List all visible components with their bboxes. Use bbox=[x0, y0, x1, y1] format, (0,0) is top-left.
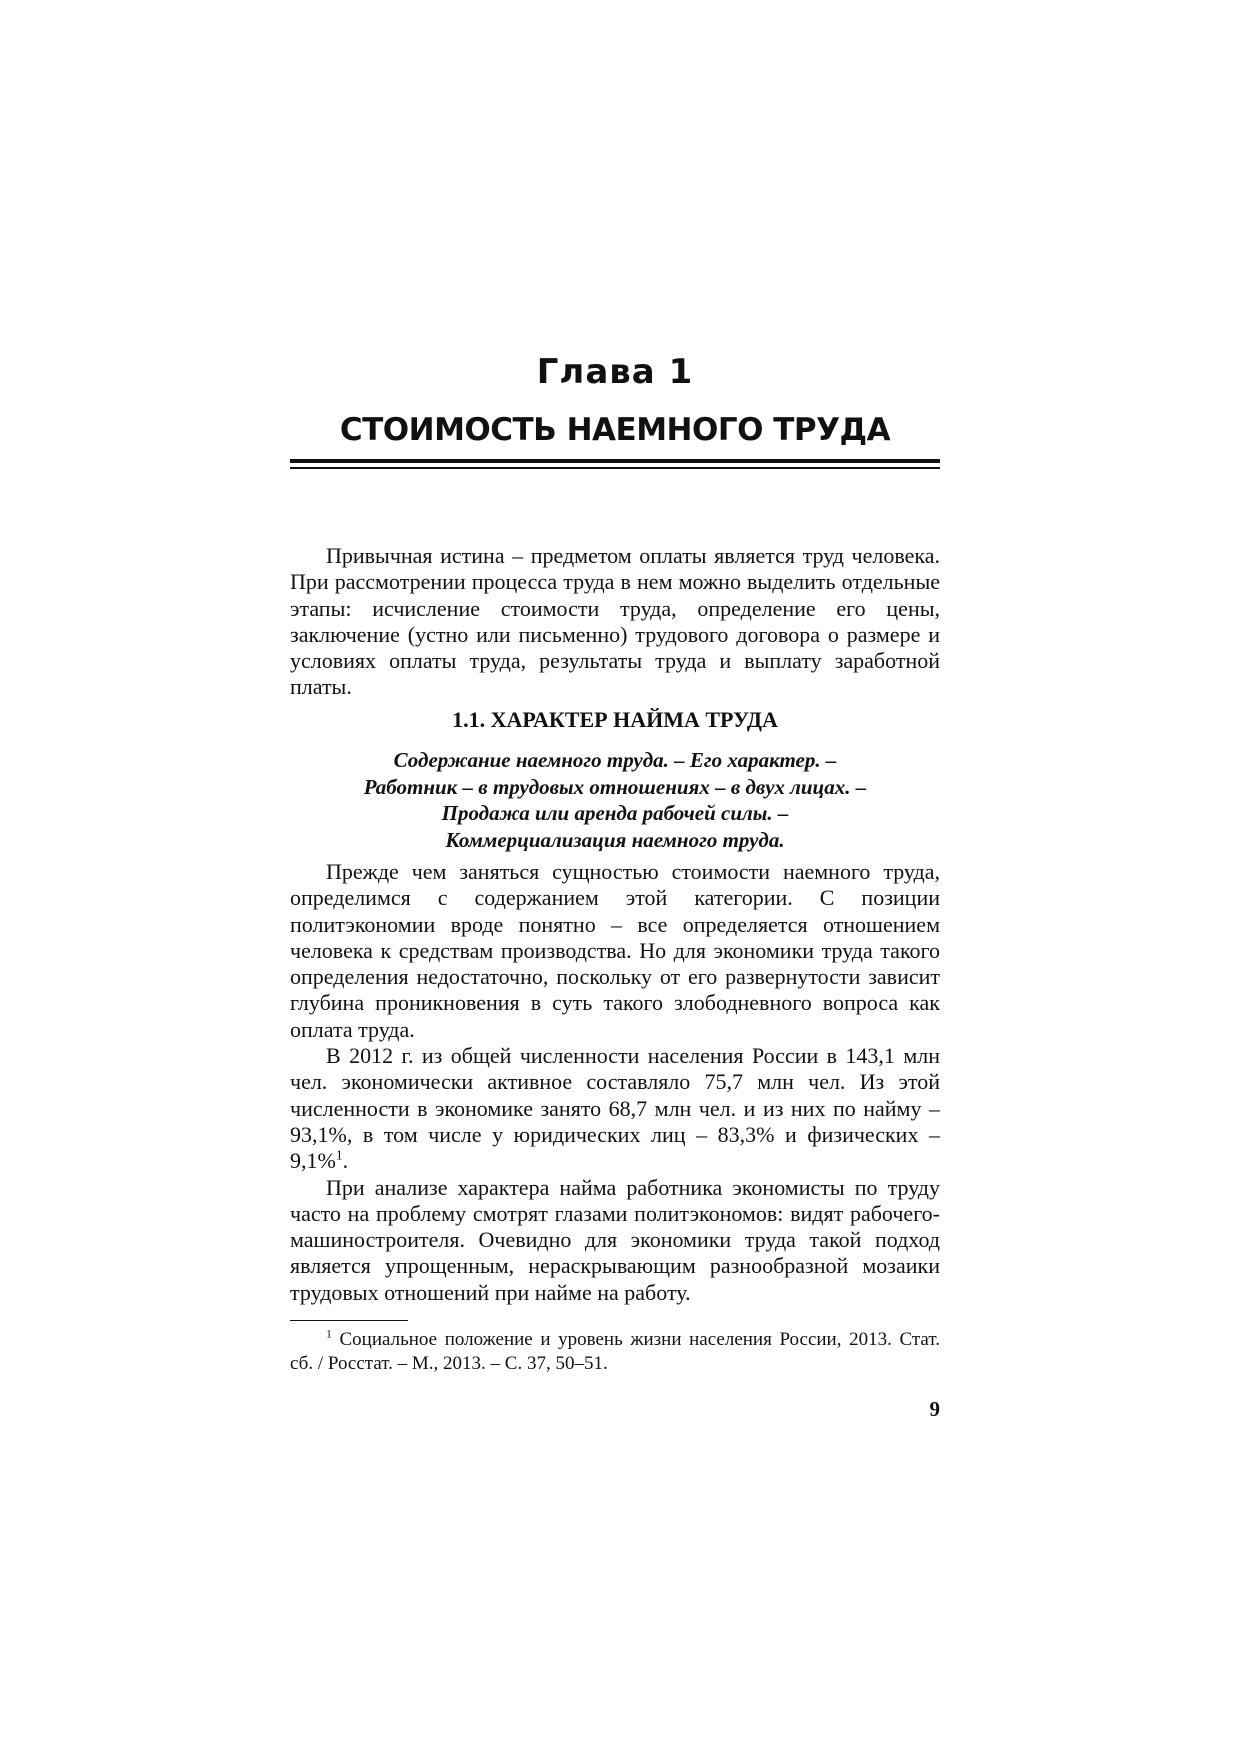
footnote-paragraph bbox=[290, 1328, 940, 1376]
footnote-marker: 1 bbox=[326, 1327, 332, 1341]
footnote-reference[interactable]: 1 bbox=[335, 1147, 343, 1163]
title-rule-thick bbox=[290, 459, 940, 463]
footnote-text: Социальное положение и уровень жизни населения России, 2013. Стат. сб. / Росстат. – М., 2013. – С. 37, 50–51. bbox=[290, 1329, 940, 1374]
body-paragraph-2-text: В 2012 г. из общей численности населения России в 143,1 млн чел. экономически активное составляло 75,7 млн чел. Из этой численности в экономике занято 68,7 млн чел. и из них по найму – 93,1%, в том числе у юридических лиц – 83,3% и физических – 9,1% bbox=[290, 1043, 940, 1174]
chapter-title: СТОИМОСТЬ НАЕМНОГО ТРУДА bbox=[339, 412, 891, 448]
synopsis-line: Работник – в трудовых отношениях – в двух лицах. – bbox=[363, 774, 867, 799]
book-page bbox=[290, 0, 940, 1755]
synopsis-line: Продажа или аренда рабочей силы. – bbox=[441, 801, 789, 825]
synopsis-line: Коммерциализация наемного труда. bbox=[445, 827, 785, 852]
intro-block bbox=[290, 543, 940, 701]
body-paragraph-2 bbox=[290, 1043, 940, 1174]
intro-paragraph: Привычная истина – предметом оплаты является труд человека. При рассмотрении процесса труда в нем можно выделить отдельные этапы: исчисление стоимости труда, определение его цены, заключение (устно или письменно) трудового договора о размере и условиях оплаты труда, результаты труда и выплату заработной платы. bbox=[290, 543, 940, 700]
body-paragraph-2-end: . bbox=[342, 1148, 349, 1174]
page-number: 9 bbox=[929, 1397, 940, 1421]
body-paragraph-1: Прежде чем заняться сущностью стоимости наемного труда, определимся с содержанием этой категории. С позиции политэкономии вроде понятно – все определяется отношением человека к средствам производства. Но для экономики труда такого определения недостаточно, поскольку от его развернутости зависит глубина проникновения в суть такого злободневного вопроса как оплата труда. bbox=[290, 859, 940, 1042]
body-paragraph-3: При анализе характера найма работника экономисты по труду часто на проблему смотрят глазами политэкономов: видят рабочего-машиностроителя. Очевидно для экономики труда такой подход является упрощенным, нераскрывающим разнообразной мозаики трудовых отношений при найме на работу. bbox=[290, 1174, 940, 1305]
footnote bbox=[290, 1328, 940, 1376]
body-text bbox=[290, 859, 940, 1306]
section-heading: 1.1. ХАРАКТЕР НАЙМА ТРУДА bbox=[452, 707, 778, 732]
chapter-label: Глава 1 bbox=[536, 352, 694, 392]
section-synopsis bbox=[290, 747, 940, 853]
synopsis-line: Содержание наемного труда. – Его характер. – bbox=[393, 748, 837, 772]
footnote-rule bbox=[290, 1320, 408, 1321]
title-rule-thin bbox=[290, 467, 940, 469]
